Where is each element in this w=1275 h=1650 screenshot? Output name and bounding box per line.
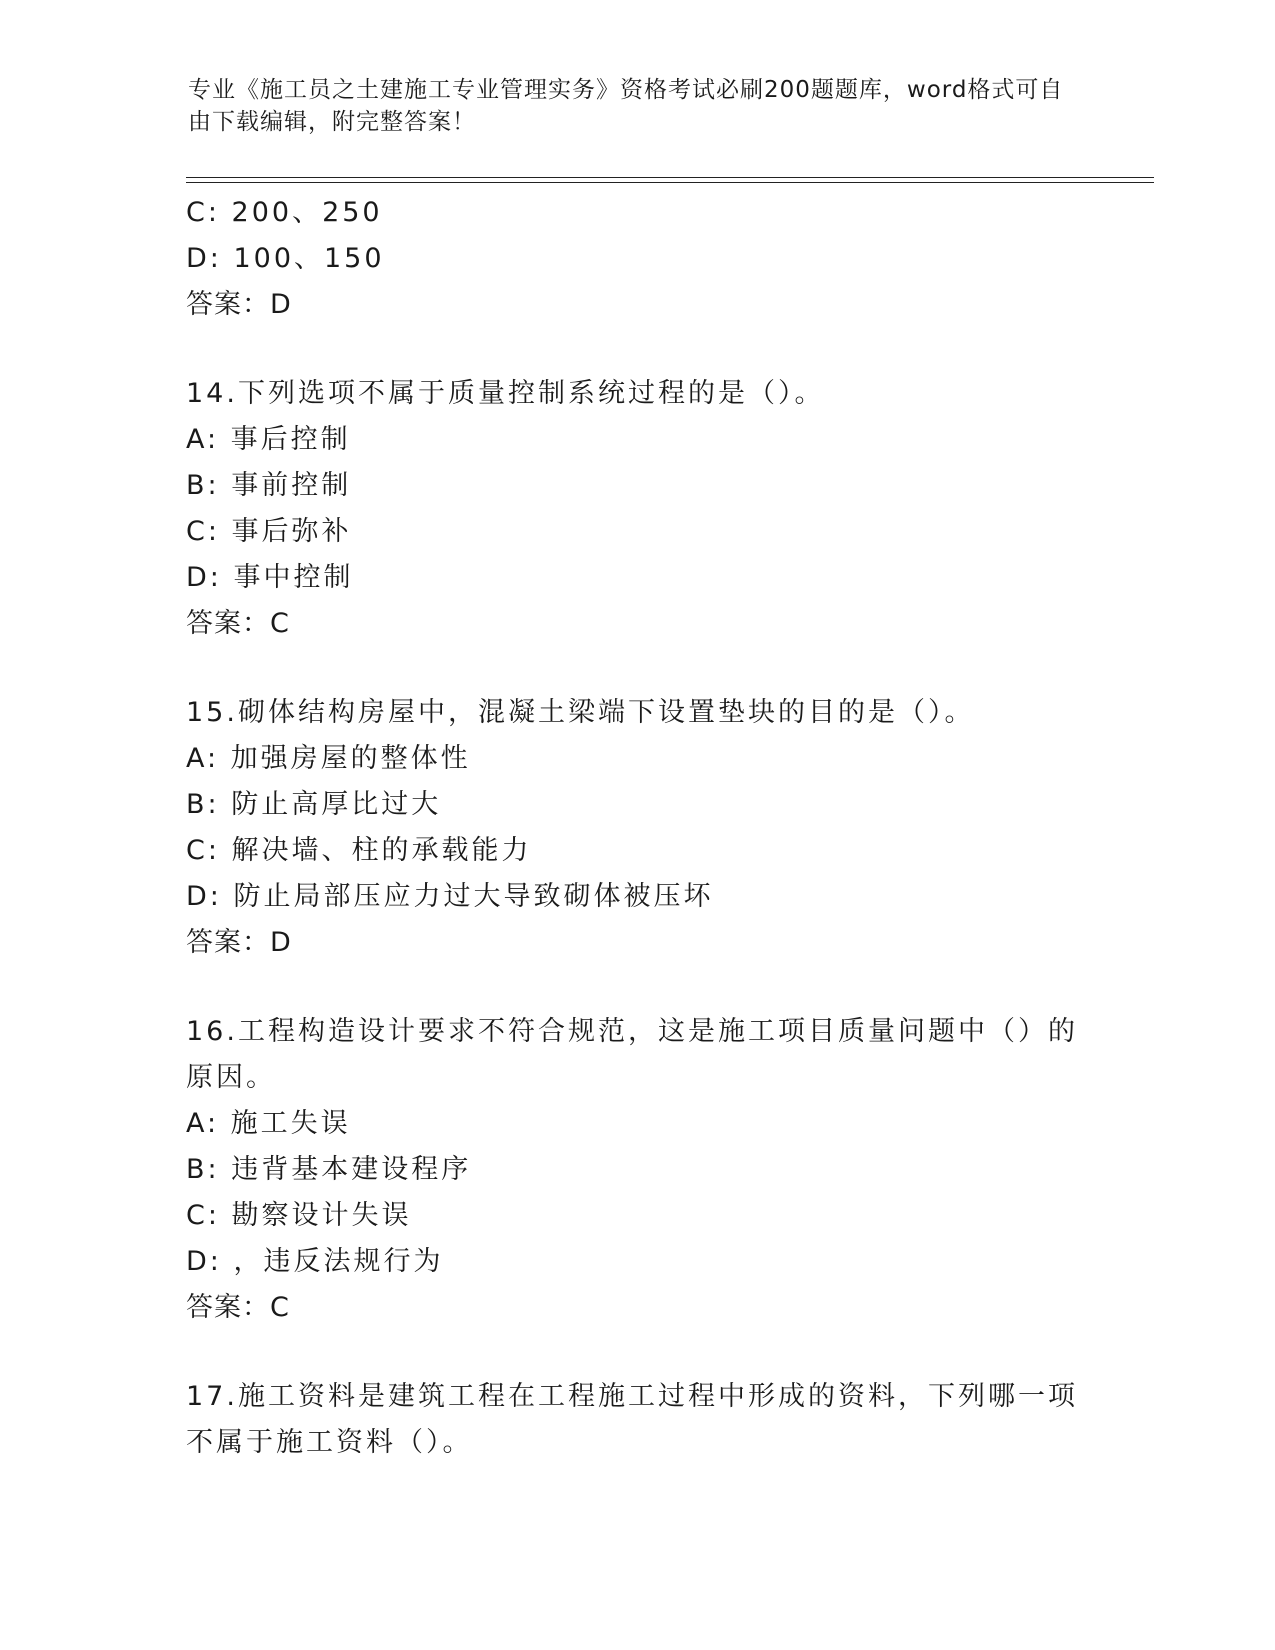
answer: 答案：D [186, 289, 292, 320]
question-title: 16.工程构造设计要求不符合规范，这是施工项目质量问题中（）的原因。 [186, 1016, 1078, 1093]
option-a: A: 加强房屋的整体性 [186, 743, 471, 774]
question-14 [186, 371, 1086, 647]
option-b: B: 违背基本建设程序 [186, 1154, 472, 1185]
question-title: 14.下列选项不属于质量控制系统过程的是（）。 [186, 378, 825, 409]
option-b: B: 事前控制 [186, 470, 352, 501]
question-13-partial [186, 190, 1086, 328]
option-b: B: 防止高厚比过大 [186, 789, 442, 820]
answer: 答案：C [186, 1292, 290, 1323]
option-a: A: 事后控制 [186, 424, 351, 455]
option-c: C: 解决墙、柱的承载能力 [186, 835, 532, 866]
option-d: D: 防止局部压应力过大导致砌体被压坏 [186, 881, 714, 912]
document-header: 专业《施工员之土建施工专业管理实务》资格考试必刷200题题库，word格式可自由下载编辑，附完整答案！ [188, 77, 1064, 135]
header-rule-bottom [186, 182, 1154, 183]
question-17 [186, 1374, 1086, 1466]
option-c: C: 事后弥补 [186, 516, 352, 547]
option-c: C: 勘察设计失误 [186, 1200, 412, 1231]
option-d: D: 100、150 [186, 243, 385, 274]
option-d: D: ，违反法规行为 [186, 1246, 444, 1277]
question-list [186, 190, 1086, 1466]
option-a: A: 施工失误 [186, 1108, 351, 1139]
answer: 答案：D [186, 927, 292, 958]
option-d: D: 事中控制 [186, 562, 354, 593]
question-title: 15.砌体结构房屋中，混凝土梁端下设置垫块的目的是（）。 [186, 697, 975, 728]
header-rule-top [186, 177, 1154, 178]
question-title: 17.施工资料是建筑工程在工程施工过程中形成的资料，下列哪一项不属于施工资料（）。 [186, 1381, 1078, 1458]
question-16 [186, 1009, 1086, 1331]
answer: 答案：C [186, 608, 290, 639]
option-c: C: 200、250 [186, 197, 383, 228]
question-15 [186, 690, 1086, 966]
